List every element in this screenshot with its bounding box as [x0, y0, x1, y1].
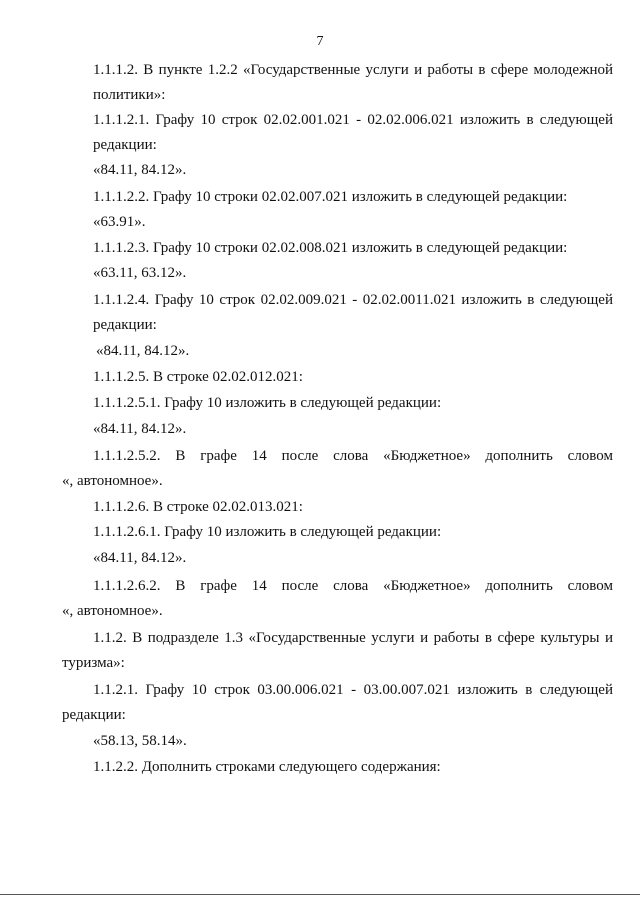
text-line: 1.1.2. В подразделе 1.3 «Государственные услуги и работы в сфере культуры и	[93, 630, 613, 646]
text-line: редакции:	[93, 137, 157, 153]
page-number: 7	[316, 34, 324, 49]
text-line: туризма»:	[62, 655, 125, 671]
text-line: редакции:	[62, 707, 126, 723]
text-line: «84.11, 84.12».	[96, 343, 190, 359]
text-line: 1.1.1.2.5.1. Графу 10 изложить в следующей редакции:	[93, 395, 442, 411]
bottom-rule	[0, 894, 640, 895]
text-line: «63.11, 63.12».	[93, 265, 187, 281]
text-line: 1.1.2.1. Графу 10 строк 03.00.006.021 - 03.00.007.021 изложить в следующей	[93, 682, 613, 698]
text-line: «58.13, 58.14».	[93, 733, 187, 749]
text-line: 1.1.1.2.4. Графу 10 строк 02.02.009.021 - 02.02.0011.021 изложить в следующей	[93, 292, 613, 308]
text-line: 1.1.1.2.3. Графу 10 строки 02.02.008.021 изложить в следующей редакции:	[93, 240, 568, 256]
text-line: 1.1.1.2.6. В строке 02.02.013.021:	[93, 499, 303, 515]
text-line: 1.1.2.2. Дополнить строками следующего содержания:	[93, 759, 441, 775]
text-line: «, автономное».	[62, 473, 163, 489]
text-line: 1.1.1.2.5.2. В графе 14 после слова «Бюджетное» дополнить словом	[93, 448, 613, 464]
text-line: «, автономное».	[62, 603, 163, 619]
text-line: 1.1.1.2.1. Графу 10 строк 02.02.001.021 - 02.02.006.021 изложить в следующей	[93, 112, 613, 128]
text-line: 1.1.1.2.5. В строке 02.02.012.021:	[93, 369, 303, 385]
text-line: «84.11, 84.12».	[93, 162, 187, 178]
text-line: «63.91».	[93, 214, 146, 230]
text-line: политики»:	[93, 87, 166, 103]
text-line: 1.1.1.2.6.2. В графе 14 после слова «Бюджетное» дополнить словом	[93, 578, 613, 594]
text-line: 1.1.1.2.6.1. Графу 10 изложить в следующей редакции:	[93, 524, 442, 540]
text-line: «84.11, 84.12».	[93, 550, 187, 566]
text-line: редакции:	[93, 317, 157, 333]
text-line: 1.1.1.2.2. Графу 10 строки 02.02.007.021 изложить в следующей редакции:	[93, 189, 568, 205]
text-line: 1.1.1.2. В пункте 1.2.2 «Государственные услуги и работы в сфере молодежной	[93, 62, 613, 78]
text-line: «84.11, 84.12».	[93, 421, 187, 437]
